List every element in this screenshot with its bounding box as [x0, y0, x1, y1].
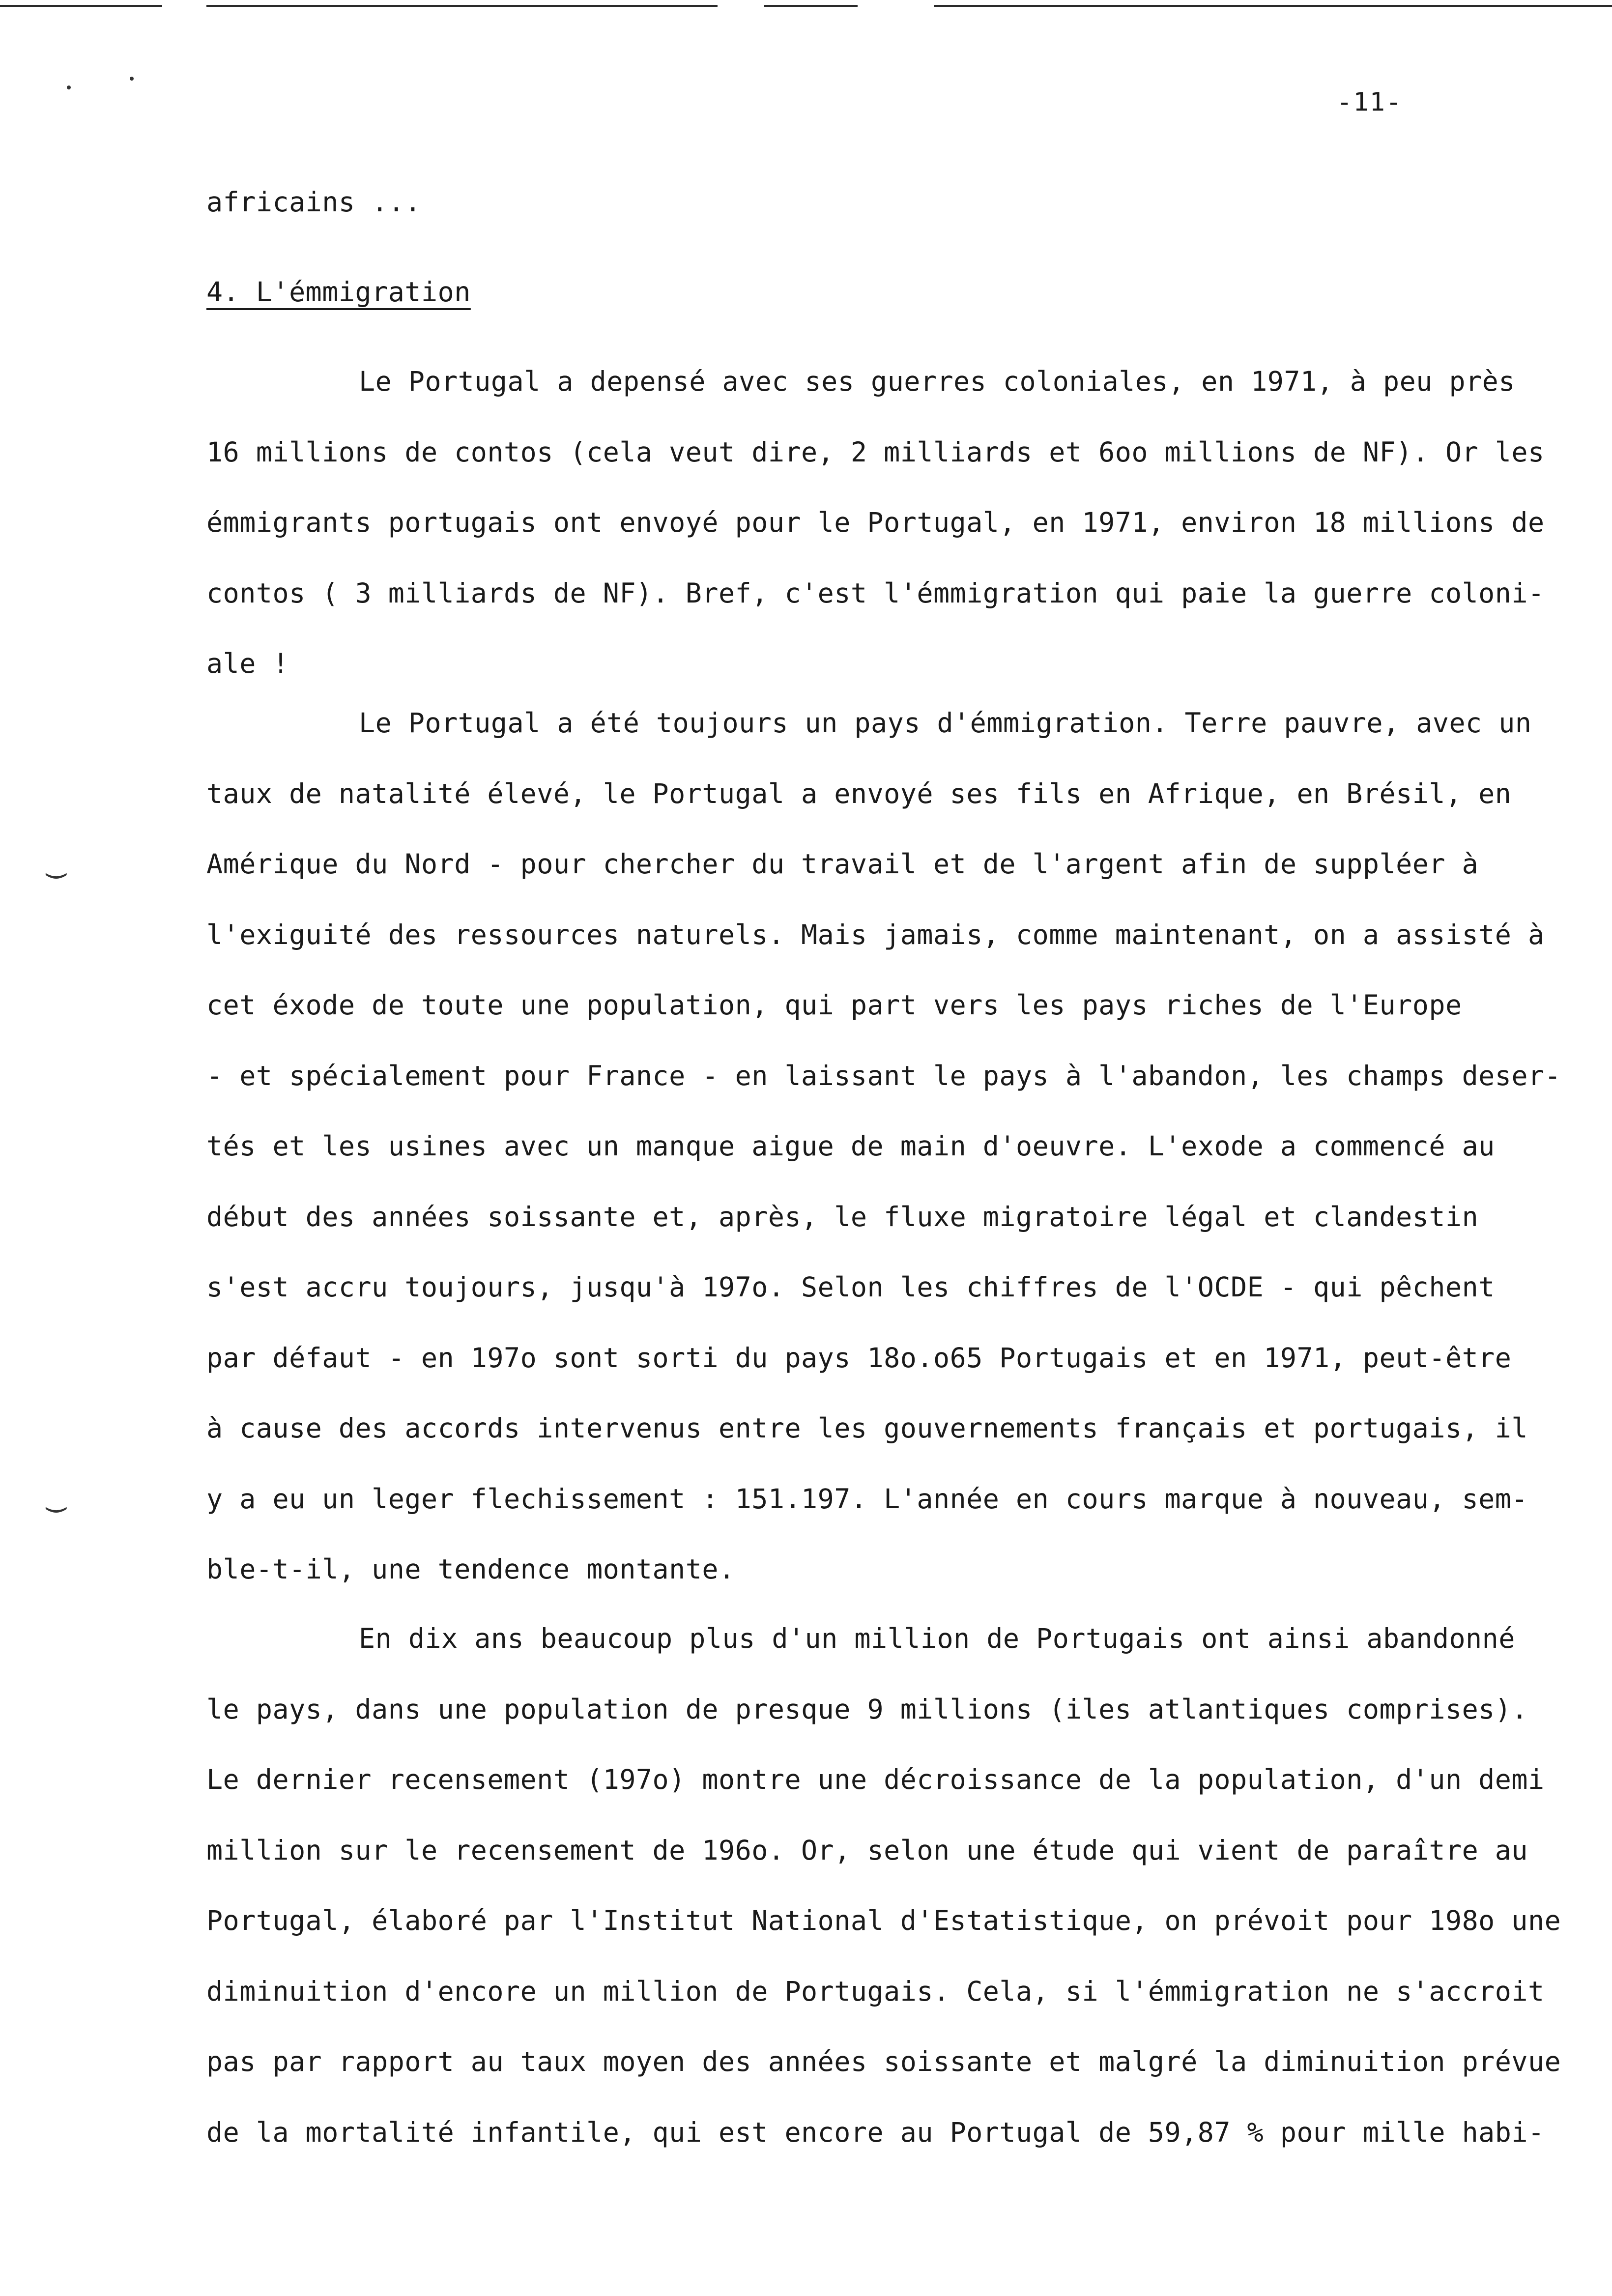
scan-speck	[130, 77, 134, 81]
section-heading: 4. L'émmigration	[206, 276, 471, 308]
binding-hole-mark: ‿	[47, 1477, 66, 1513]
text-line: - et spécialement pour France - en laissant le pays à l'abandon, les champs deser-	[206, 1060, 1561, 1091]
text-line: contos ( 3 milliards de NF). Bref, c'est l'émmigration qui paie la guerre coloni-	[206, 577, 1545, 609]
text-line: cet éxode de toute une population, qui part vers les pays riches de l'Europe	[206, 989, 1462, 1021]
text-line: Le dernier recensement (197o) montre une décroissance de la population, d'un demi	[206, 1764, 1545, 1795]
top-rule-segment	[0, 5, 162, 7]
text-line: Amérique du Nord - pour chercher du travail et de l'argent afin de suppléer à	[206, 848, 1479, 880]
text-line: diminuition d'encore un million de Portugais. Cela, si l'émmigration ne s'accroit	[206, 1975, 1545, 2007]
continuation-line: africains ...	[206, 186, 421, 218]
paragraph-3	[206, 1604, 1561, 2168]
paragraph-1	[206, 346, 1545, 699]
top-rule-segment	[764, 5, 858, 7]
text-line: s'est accru toujours, jusqu'à 197o. Selon les chiffres de l'OCDE - qui pêchent	[206, 1271, 1495, 1303]
paragraph-2	[206, 688, 1561, 1605]
text-line: Portugal, élaboré par l'Institut National d'Estatistique, on prévoit pour 198o une	[206, 1905, 1561, 1936]
section-heading-block	[206, 257, 1479, 328]
text-line: par défaut - en 197o sont sorti du pays 18o.o65 Portugais et en 1971, peut-être	[206, 1342, 1512, 1374]
top-rule-segment	[934, 5, 1612, 7]
page-number: -11-	[1337, 87, 1403, 117]
text-line: tés et les usines avec un manque aigue de main d'oeuvre. L'exode a commencé au	[206, 1130, 1495, 1162]
text-line: début des années soissante et, après, le fluxe migratoire légal et clandestin	[206, 1201, 1479, 1233]
text-line: ble-t-il, une tendence montante.	[206, 1553, 735, 1585]
text-line: émmigrants portugais ont envoyé pour le Portugal, en 1971, environ 18 millions de	[206, 507, 1545, 538]
scan-speck	[67, 86, 71, 89]
text-line: le pays, dans une population de presque 9 millions (iles atlantiques comprises).	[206, 1693, 1528, 1725]
text-line: l'exiguité des ressources naturels. Mais jamais, comme maintenant, on a assisté à	[206, 918, 1545, 950]
top-rule-segment	[206, 5, 718, 7]
text-line: taux de natalité élevé, le Portugal a envoyé ses fils en Afrique, en Brésil, en	[206, 777, 1512, 809]
text-line: Le Portugal a depensé avec ses guerres coloniales, en 1971, à peu près	[359, 366, 1515, 397]
text-line: En dix ans beaucoup plus d'un million de Portugais ont ainsi abandonné	[359, 1623, 1515, 1654]
text-line: 16 millions de contos (cela veut dire, 2 milliards et 6oo millions de NF). Or les	[206, 436, 1545, 468]
text-line: ale !	[206, 648, 289, 679]
text-line: de la mortalité infantile, qui est encore au Portugal de 59,87 % pour mille habi-	[206, 2116, 1545, 2148]
text-line: million sur le recensement de 196o. Or, selon une étude qui vient de paraître au	[206, 1834, 1528, 1866]
text-line: Le Portugal a été toujours un pays d'émmigration. Terre pauvre, avec un	[359, 707, 1532, 739]
text-line: à cause des accords intervenus entre les gouvernements français et portugais, il	[206, 1412, 1528, 1444]
text-line: y a eu un leger flechissement : 151.197. L'année en cours marque à nouveau, sem-	[206, 1483, 1528, 1515]
binding-hole-mark: ‿	[47, 843, 66, 879]
text-line: pas par rapport au taux moyen des années soissante et malgré la diminuition prévue	[206, 2046, 1561, 2077]
